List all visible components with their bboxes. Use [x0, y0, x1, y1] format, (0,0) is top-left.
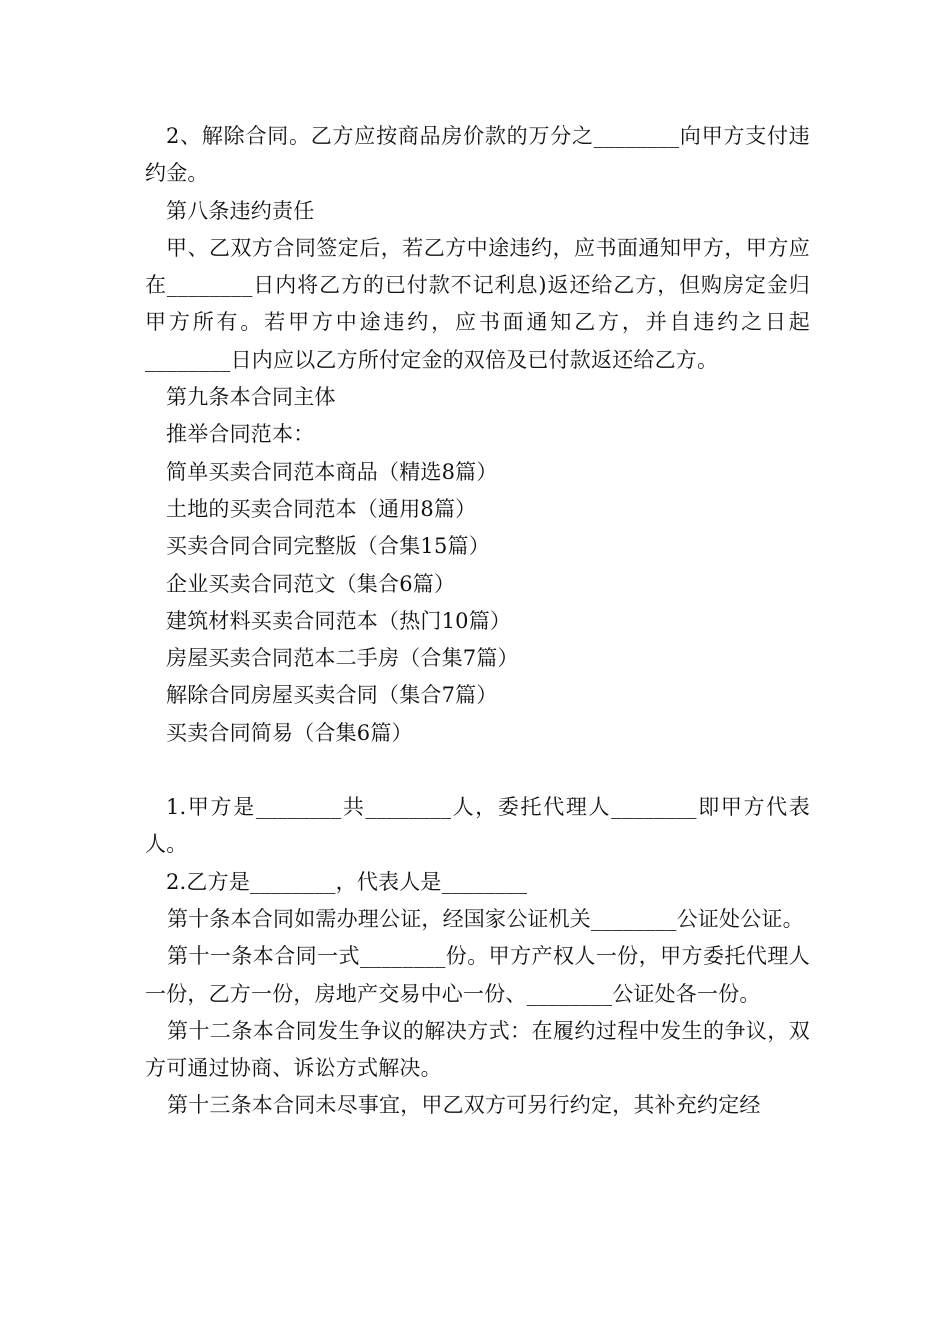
recommended-item: 建筑材料买卖合同范本（热门10篇）	[166, 608, 512, 633]
paragraph-party-a: 1.甲方是________共________人，委托代理人________即甲方代表人。	[145, 795, 810, 857]
recommended-item: 房屋买卖合同范本二手房（合集7篇）	[166, 646, 519, 671]
paragraph-article-12: 第十二条本合同发生争议的解决方式：在履约过程中发生的争议，双方可通过协商、诉讼方式解决。	[145, 1018, 810, 1081]
recommended-item: 简单买卖合同范本商品（精选8篇）	[166, 459, 498, 484]
paragraph-article-11: 第十一条本合同一式________份。甲方产权人一份，甲方委托代理人一份，乙方一份，房地产交易中心一份、________公证处各一份。	[145, 944, 810, 1006]
recommended-heading: 推举合同范本：	[166, 422, 315, 447]
blank-line	[145, 752, 810, 789]
recommended-item: 解除合同房屋买卖合同（集合7篇）	[166, 683, 498, 708]
heading-article-9: 第九条本合同主体	[166, 385, 336, 410]
paragraph-party-b: 2.乙方是________，代表人是________	[166, 869, 528, 894]
paragraph-breach: 甲、乙双方合同签定后，若乙方中途违约，应书面通知甲方，甲方应在________日内将乙方的已付款不记利息)返还给乙方，但购房定金归甲方所有。若甲方中途违约，应书面通知乙方，并自违约之日起________日内应以乙方所付定金的双倍及已付款返还给乙方。	[145, 235, 810, 372]
recommended-item: 买卖合同合同完整版（合集15篇）	[166, 534, 490, 559]
paragraph-termination: 2、解除合同。乙方应按商品房价款的万分之________向甲方支付违约金。	[145, 124, 810, 186]
recommended-item: 买卖合同简易（合集6篇）	[166, 720, 413, 745]
heading-article-8: 第八条违约责任	[166, 198, 315, 223]
paragraph-article-10: 第十条本合同如需办理公证，经国家公证机关________公证处公证。	[167, 906, 804, 931]
paragraph-article-13: 第十三条本合同未尽事宜，甲乙双方可另行约定，其补充约定经	[167, 1093, 761, 1118]
recommended-item: 企业买卖合同范文（集合6篇）	[166, 571, 456, 596]
recommended-item: 土地的买卖合同范本（通用8篇）	[166, 496, 477, 521]
document-body	[145, 118, 810, 1125]
